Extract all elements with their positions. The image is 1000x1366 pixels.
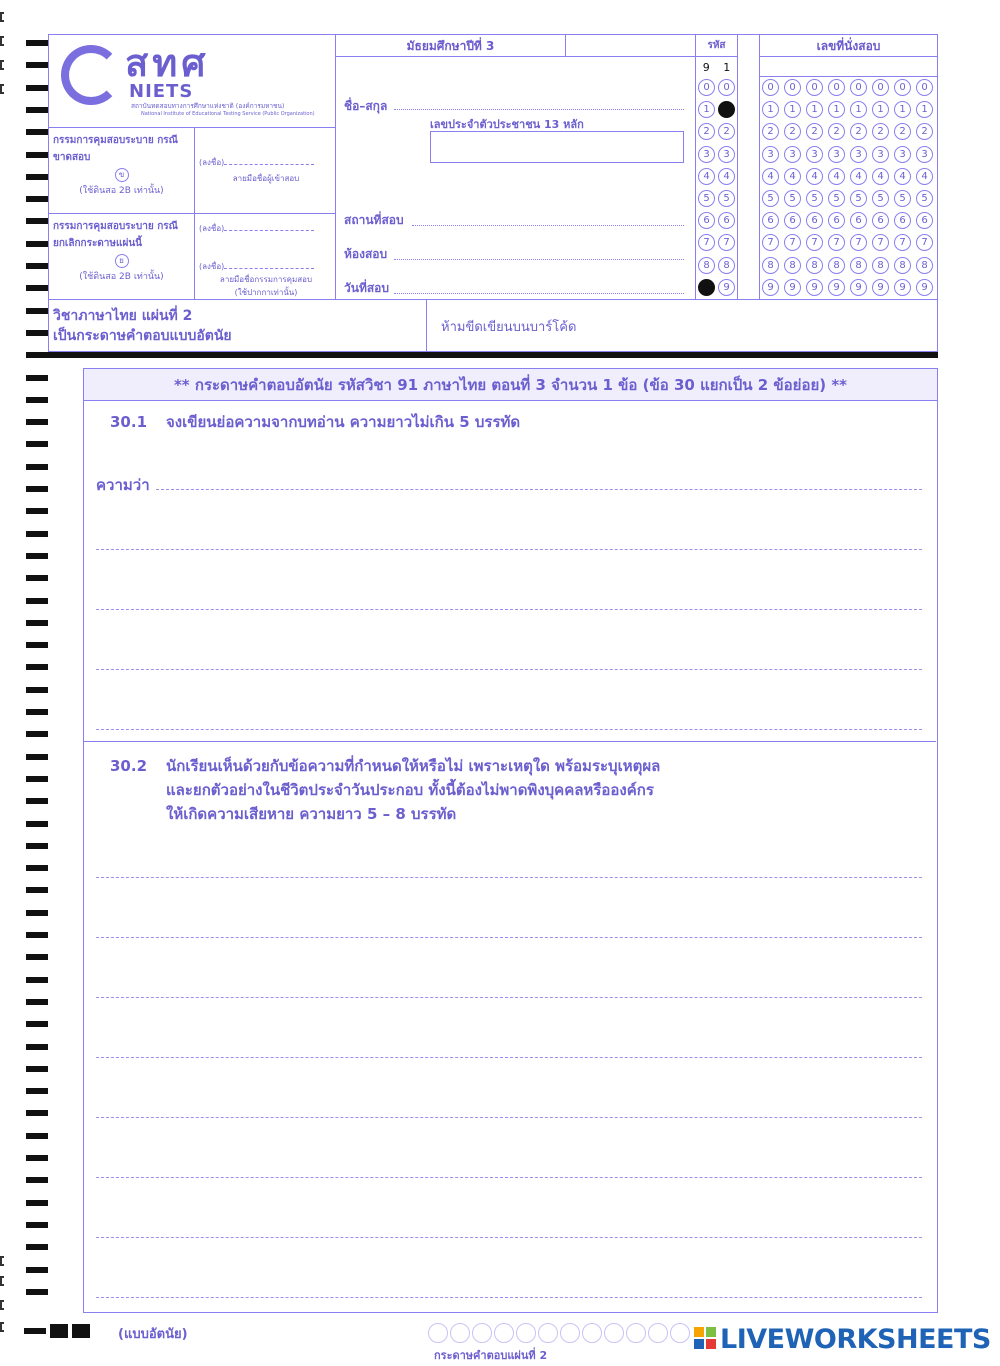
answer-line[interactable] xyxy=(96,1177,922,1178)
digit-bubble[interactable]: 5 xyxy=(806,190,823,207)
timing-mark xyxy=(26,196,48,202)
digit-bubble[interactable]: 1 xyxy=(828,101,845,118)
name-label: ชื่อ–สกุล xyxy=(344,99,388,113)
digit-bubble[interactable]: 4 xyxy=(762,168,779,185)
digit-bubble[interactable]: 0 xyxy=(806,79,823,96)
timing-mark xyxy=(26,843,48,849)
footer-bubble xyxy=(450,1323,470,1343)
proctor-sig-note: (ใช้ปากกาเท่านั้น) xyxy=(234,288,298,297)
edge-bracket xyxy=(0,1256,4,1266)
footer-bubble xyxy=(670,1323,690,1343)
digit-bubble[interactable]: 3 xyxy=(784,146,801,163)
answer-title: ** กระดาษคำตอบอัตนัย รหัสวิชา 91 ภาษาไทย ตอนที่ 3 จำนวน 1 ข้อ (ข้อ 30 แยกเป็น 2 ข้อย่อย) ** xyxy=(84,369,937,401)
digit-bubble[interactable]: 4 xyxy=(850,168,867,185)
absent-bubble[interactable]: ข xyxy=(115,168,129,182)
timing-mark xyxy=(26,1133,48,1139)
code-digits xyxy=(696,57,737,77)
logo-thai-text: สทศ xyxy=(125,40,210,85)
digit-bubble[interactable]: 6 xyxy=(806,212,823,229)
subject-code-box xyxy=(696,34,738,300)
timing-mark xyxy=(26,776,48,782)
seat-digit-row[interactable] xyxy=(760,57,937,77)
digit-bubble[interactable]: 9 xyxy=(916,279,933,296)
edge-bracket xyxy=(0,1322,4,1332)
digit-bubble[interactable]: 6 xyxy=(872,212,889,229)
digit-bubble[interactable]: 4 xyxy=(718,168,735,185)
digit-bubble[interactable]: 5 xyxy=(850,190,867,207)
timing-mark xyxy=(26,999,48,1005)
digit-bubble[interactable]: 2 xyxy=(894,123,911,140)
code-digit: 9 xyxy=(702,60,710,74)
timing-mark xyxy=(26,241,48,247)
digit-bubble[interactable]: 7 xyxy=(894,234,911,251)
answer-line[interactable] xyxy=(96,609,922,610)
digit-bubble[interactable]: 0 xyxy=(828,79,845,96)
footer-type-label: (แบบอัตนัย) xyxy=(118,1327,188,1342)
bubble-column xyxy=(762,79,779,301)
timing-mark xyxy=(26,887,48,893)
digit-bubble[interactable]: 7 xyxy=(806,234,823,251)
digit-bubble[interactable]: 3 xyxy=(872,146,889,163)
timing-mark xyxy=(26,954,48,960)
digit-bubble[interactable]: 9 xyxy=(828,279,845,296)
digit-bubble[interactable]: 4 xyxy=(806,168,823,185)
timing-mark xyxy=(26,531,48,537)
bubble-column xyxy=(872,79,889,301)
digit-bubble[interactable]: 6 xyxy=(828,212,845,229)
timing-mark xyxy=(26,798,48,804)
digit-bubble[interactable]: 4 xyxy=(872,168,889,185)
digit-bubble[interactable]: 9 xyxy=(718,279,735,296)
timing-mark xyxy=(26,1177,48,1183)
timing-mark xyxy=(26,575,48,581)
footer-block-mark xyxy=(50,1324,68,1338)
digit-bubble[interactable]: 6 xyxy=(698,212,715,229)
name-line[interactable] xyxy=(394,109,684,110)
digit-bubble[interactable]: 3 xyxy=(916,146,933,163)
digit-bubble[interactable]: 9 xyxy=(850,279,867,296)
sign-label: (ลงชื่อ) xyxy=(199,224,225,233)
thick-divider xyxy=(48,352,938,358)
q2-line-2: และยกตัวอย่างในชีวิตประจำวันประกอบ ทั้งนี้ต้องไม่พาดพิงบุคคลหรือองค์กร xyxy=(166,781,654,799)
footer-block-mark xyxy=(72,1324,90,1338)
digit-bubble[interactable]: 9 xyxy=(698,279,715,296)
answer-area xyxy=(83,368,938,1313)
digit-bubble[interactable]: 3 xyxy=(698,146,715,163)
digit-bubble[interactable]: 7 xyxy=(872,234,889,251)
examinee-sig-caption: ลายมือชื่อผู้เข้าสอบ xyxy=(232,174,300,183)
digit-bubble[interactable]: 0 xyxy=(916,79,933,96)
footer-bubble xyxy=(516,1323,536,1343)
answer-line[interactable] xyxy=(96,877,922,878)
timing-mark xyxy=(26,1200,48,1206)
timing-mark xyxy=(26,1066,48,1072)
bubble-column xyxy=(916,79,933,301)
edge-brackets xyxy=(0,0,6,1366)
timing-mark xyxy=(26,129,48,135)
footer-sheet-label: กระดาษคำตอบแผ่นที่ 2 xyxy=(434,1349,548,1362)
timing-mark xyxy=(26,419,48,425)
sign-label: (ลงชื่อ) xyxy=(199,262,225,271)
subject-info xyxy=(49,300,427,352)
digit-bubble[interactable]: 8 xyxy=(828,257,845,274)
digit-bubble[interactable]: 7 xyxy=(762,234,779,251)
footer-bubble xyxy=(538,1323,558,1343)
digit-bubble[interactable]: 3 xyxy=(718,146,735,163)
digit-bubble[interactable]: 5 xyxy=(698,190,715,207)
digit-bubble[interactable]: 7 xyxy=(718,234,735,251)
level-blank xyxy=(566,35,696,57)
footer-timing-mark xyxy=(24,1328,46,1334)
digit-bubble[interactable]: 2 xyxy=(916,123,933,140)
digit-bubble[interactable]: 0 xyxy=(762,79,779,96)
timing-mark xyxy=(26,553,48,559)
date-line[interactable] xyxy=(394,293,684,294)
digit-bubble[interactable]: 3 xyxy=(762,146,779,163)
timing-mark xyxy=(26,508,48,514)
logo-swoosh-icon xyxy=(61,45,121,105)
venue-line[interactable] xyxy=(412,225,684,226)
digit-bubble[interactable]: 4 xyxy=(698,168,715,185)
digit-bubble[interactable]: 2 xyxy=(828,123,845,140)
answer-line[interactable] xyxy=(96,549,922,550)
bubble-column xyxy=(698,79,715,301)
q2-line-3: ให้เกิดความเสียหาย ความยาว 5 – 8 บรรทัด xyxy=(166,805,457,823)
digit-bubble[interactable]: 2 xyxy=(718,123,735,140)
venue-label: สถานที่สอบ xyxy=(344,213,404,227)
bubble-column xyxy=(828,79,845,301)
seat-label: เลขที่นั่งสอบ xyxy=(760,35,937,57)
header-block xyxy=(48,34,938,300)
proctor-sig-caption: ลายมือชื่อกรรมการคุมสอบ xyxy=(219,275,313,284)
timing-mark xyxy=(26,85,48,91)
digit-bubble[interactable]: 3 xyxy=(894,146,911,163)
digit-bubble[interactable]: 5 xyxy=(718,190,735,207)
timing-mark xyxy=(26,263,48,269)
digit-bubble[interactable]: 9 xyxy=(784,279,801,296)
digit-bubble[interactable]: 4 xyxy=(828,168,845,185)
proctor-sign-2[interactable] xyxy=(195,258,337,301)
q1-number: 30.1 xyxy=(110,413,148,431)
digit-bubble[interactable]: 0 xyxy=(718,79,735,96)
subject-line-1: วิชาภาษาไทย แผ่นที่ 2 xyxy=(53,308,193,324)
edge-bracket xyxy=(0,84,4,94)
digit-bubble[interactable]: 0 xyxy=(894,79,911,96)
digit-bubble[interactable]: 1 xyxy=(806,101,823,118)
timing-mark xyxy=(26,1289,48,1295)
footer-bubble-row xyxy=(428,1323,690,1343)
watermark-text: LIVEWORKSHEETS xyxy=(720,1324,991,1355)
room-line[interactable] xyxy=(394,259,684,260)
digit-bubble[interactable]: 2 xyxy=(806,123,823,140)
answer-line[interactable] xyxy=(96,1057,922,1058)
digit-bubble[interactable]: 2 xyxy=(784,123,801,140)
footer-bubble xyxy=(560,1323,580,1343)
answer-line[interactable] xyxy=(96,669,922,670)
timing-mark xyxy=(26,486,48,492)
timing-mark xyxy=(26,1244,48,1250)
logo-org-english: National Institute of Educational Testing Service (Public Organization) xyxy=(141,111,315,117)
digit-bubble[interactable]: 8 xyxy=(916,257,933,274)
timing-mark xyxy=(26,932,48,938)
logo-niets-text: NIETS xyxy=(129,81,194,102)
timing-mark xyxy=(26,977,48,983)
digit-bubble[interactable]: 8 xyxy=(850,257,867,274)
timing-mark xyxy=(26,865,48,871)
digit-bubble[interactable]: 5 xyxy=(916,190,933,207)
level-label: มัธยมศึกษาปีที่ 3 xyxy=(336,35,566,57)
edge-bracket xyxy=(0,60,4,70)
timing-mark xyxy=(26,1021,48,1027)
sign-label: (ลงชื่อ) xyxy=(199,158,225,167)
digit-bubble[interactable]: 0 xyxy=(698,79,715,96)
digit-bubble[interactable]: 2 xyxy=(698,123,715,140)
digit-bubble[interactable]: 4 xyxy=(894,168,911,185)
digit-bubble[interactable]: 5 xyxy=(828,190,845,207)
id-label: เลขประจำตัวประชาชน 13 หลัก xyxy=(430,118,584,131)
digit-bubble[interactable]: 5 xyxy=(894,190,911,207)
answer-line[interactable] xyxy=(96,997,922,998)
subject-row xyxy=(48,300,938,352)
footer-bubble xyxy=(472,1323,492,1343)
footer-bubble xyxy=(626,1323,646,1343)
digit-bubble[interactable]: 1 xyxy=(698,101,715,118)
digit-bubble[interactable]: 5 xyxy=(762,190,779,207)
timing-marks xyxy=(26,0,48,1366)
digit-bubble[interactable]: 7 xyxy=(850,234,867,251)
examinee-info-box xyxy=(336,34,696,300)
timing-mark xyxy=(26,910,48,916)
question-divider xyxy=(84,741,936,742)
digit-bubble[interactable]: 8 xyxy=(894,257,911,274)
cancel-box xyxy=(48,214,336,300)
q2-number: 30.2 xyxy=(110,757,148,775)
cancel-bubble[interactable]: ย xyxy=(115,254,129,268)
timing-mark xyxy=(26,709,48,715)
answer-line[interactable] xyxy=(96,1117,922,1118)
bubble-column xyxy=(850,79,867,301)
timing-mark xyxy=(26,1088,48,1094)
digit-bubble[interactable]: 6 xyxy=(916,212,933,229)
bubble-column xyxy=(784,79,801,301)
absent-label: กรรมการคุมสอบระบาย กรณีขาดสอบ xyxy=(53,135,178,163)
digit-bubble[interactable]: 5 xyxy=(872,190,889,207)
timing-mark xyxy=(26,687,48,693)
timing-mark xyxy=(26,107,48,113)
digit-bubble[interactable]: 7 xyxy=(828,234,845,251)
digit-bubble[interactable]: 7 xyxy=(698,234,715,251)
id-input-box[interactable] xyxy=(430,131,684,163)
edge-bracket xyxy=(0,12,4,22)
timing-mark xyxy=(26,1044,48,1050)
timing-mark xyxy=(26,1155,48,1161)
cancel-instructions xyxy=(49,214,195,299)
code-label: รหัส xyxy=(696,35,737,57)
absent-instructions xyxy=(49,128,195,213)
proctor-sign-1[interactable] xyxy=(195,220,337,237)
digit-bubble[interactable]: 1 xyxy=(762,101,779,118)
timing-mark xyxy=(26,1222,48,1228)
digit-bubble[interactable]: 1 xyxy=(784,101,801,118)
digit-bubble[interactable]: 3 xyxy=(806,146,823,163)
footer-bubble xyxy=(582,1323,602,1343)
timing-mark xyxy=(26,1267,48,1273)
answer-line[interactable] xyxy=(96,1297,922,1298)
timing-mark xyxy=(26,375,48,381)
digit-bubble[interactable]: 9 xyxy=(872,279,889,296)
digit-bubble[interactable]: 9 xyxy=(762,279,779,296)
footer-bubble xyxy=(648,1323,668,1343)
cancel-note: (ใช้ดินสอ 2B เท่านั้น) xyxy=(79,272,164,282)
timing-mark xyxy=(26,285,48,291)
timing-mark xyxy=(26,62,48,68)
edge-bracket xyxy=(0,36,4,46)
answer-line[interactable] xyxy=(96,729,922,730)
room-label: ห้องสอบ xyxy=(344,247,388,261)
absent-note: (ใช้ดินสอ 2B เท่านั้น) xyxy=(79,186,164,196)
cancel-label: กรรมการคุมสอบระบาย กรณียกเลิกกระดาษแผ่นนี้ xyxy=(53,221,178,249)
digit-bubble[interactable]: 8 xyxy=(698,257,715,274)
digit-bubble[interactable]: 7 xyxy=(784,234,801,251)
answer-line[interactable] xyxy=(96,1237,922,1238)
bubble-column xyxy=(718,79,735,301)
answer-line[interactable] xyxy=(156,489,922,490)
digit-bubble[interactable]: 3 xyxy=(850,146,867,163)
digit-bubble[interactable]: 2 xyxy=(762,123,779,140)
digit-bubble[interactable]: 6 xyxy=(784,212,801,229)
timing-mark xyxy=(26,598,48,604)
digit-bubble[interactable]: 6 xyxy=(762,212,779,229)
digit-bubble[interactable]: 7 xyxy=(916,234,933,251)
timing-mark xyxy=(26,308,48,314)
examinee-signature[interactable] xyxy=(195,154,337,187)
subject-line-2: เป็นกระดาษคำตอบแบบอัตนัย xyxy=(53,328,232,344)
digit-bubble[interactable]: 8 xyxy=(784,257,801,274)
seat-number-box xyxy=(760,34,938,300)
q1-text: จงเขียนย่อความจากบทอ่าน ความยาวไม่เกิน 5 บรรทัด xyxy=(166,413,521,431)
timing-mark xyxy=(26,441,48,447)
digit-bubble[interactable]: 6 xyxy=(718,212,735,229)
digit-bubble[interactable]: 3 xyxy=(828,146,845,163)
spacer-column xyxy=(738,34,760,300)
digit-bubble[interactable]: 8 xyxy=(806,257,823,274)
edge-bracket xyxy=(0,1276,4,1286)
digit-bubble[interactable]: 0 xyxy=(784,79,801,96)
timing-mark xyxy=(26,664,48,670)
digit-bubble[interactable]: 8 xyxy=(718,257,735,274)
timing-mark xyxy=(26,174,48,180)
answer-line[interactable] xyxy=(96,937,922,938)
digit-bubble[interactable]: 4 xyxy=(916,168,933,185)
digit-bubble[interactable]: 1 xyxy=(916,101,933,118)
digit-bubble[interactable]: 2 xyxy=(850,123,867,140)
q2-line-1: นักเรียนเห็นด้วยกับข้อความที่กำหนดให้หรือไม่ เพราะเหตุใด พร้อมระบุเหตุผล xyxy=(166,757,661,775)
timing-mark xyxy=(26,642,48,648)
digit-bubble[interactable]: 1 xyxy=(718,101,735,118)
bubble-column xyxy=(894,79,911,301)
digit-bubble[interactable]: 1 xyxy=(850,101,867,118)
digit-bubble[interactable]: 4 xyxy=(784,168,801,185)
timing-mark xyxy=(26,821,48,827)
digit-bubble[interactable]: 2 xyxy=(872,123,889,140)
timing-mark xyxy=(26,218,48,224)
timing-mark xyxy=(26,40,48,46)
edge-bracket xyxy=(0,1300,4,1310)
digit-bubble[interactable]: 6 xyxy=(894,212,911,229)
timing-mark xyxy=(26,152,48,158)
bubble-column xyxy=(806,79,823,301)
digit-bubble[interactable]: 0 xyxy=(872,79,889,96)
digit-bubble[interactable]: 1 xyxy=(872,101,889,118)
liveworksheets-watermark xyxy=(694,1324,991,1355)
digit-bubble[interactable]: 8 xyxy=(872,257,889,274)
digit-bubble[interactable]: 0 xyxy=(850,79,867,96)
timing-mark xyxy=(26,397,48,403)
timing-mark xyxy=(26,464,48,470)
timing-mark xyxy=(26,330,48,336)
digit-bubble[interactable]: 1 xyxy=(894,101,911,118)
digit-bubble[interactable]: 5 xyxy=(784,190,801,207)
digit-bubble[interactable]: 9 xyxy=(894,279,911,296)
niets-logo xyxy=(48,34,336,128)
footer-bubble xyxy=(428,1323,448,1343)
digit-bubble[interactable]: 9 xyxy=(806,279,823,296)
digit-bubble[interactable]: 8 xyxy=(762,257,779,274)
liveworksheets-logo-icon xyxy=(694,1327,718,1351)
footer-bubble xyxy=(494,1323,514,1343)
absent-box xyxy=(48,128,336,214)
timing-mark xyxy=(26,1110,48,1116)
digit-bubble[interactable]: 6 xyxy=(850,212,867,229)
q1-lead: ความว่า xyxy=(96,476,150,494)
barcode-note: ห้ามขีดเขียนบนบาร์โค้ด xyxy=(441,320,577,335)
timing-mark xyxy=(26,352,48,358)
footer-bubble xyxy=(604,1323,624,1343)
timing-mark xyxy=(26,731,48,737)
logo-org-thai: สถาบันทดสอบทางการศึกษาแห่งชาติ (องค์การมหาชน) xyxy=(131,102,285,110)
timing-mark xyxy=(26,620,48,626)
code-digit: 1 xyxy=(723,60,731,74)
date-label: วันที่สอบ xyxy=(344,281,389,295)
timing-mark xyxy=(26,754,48,760)
